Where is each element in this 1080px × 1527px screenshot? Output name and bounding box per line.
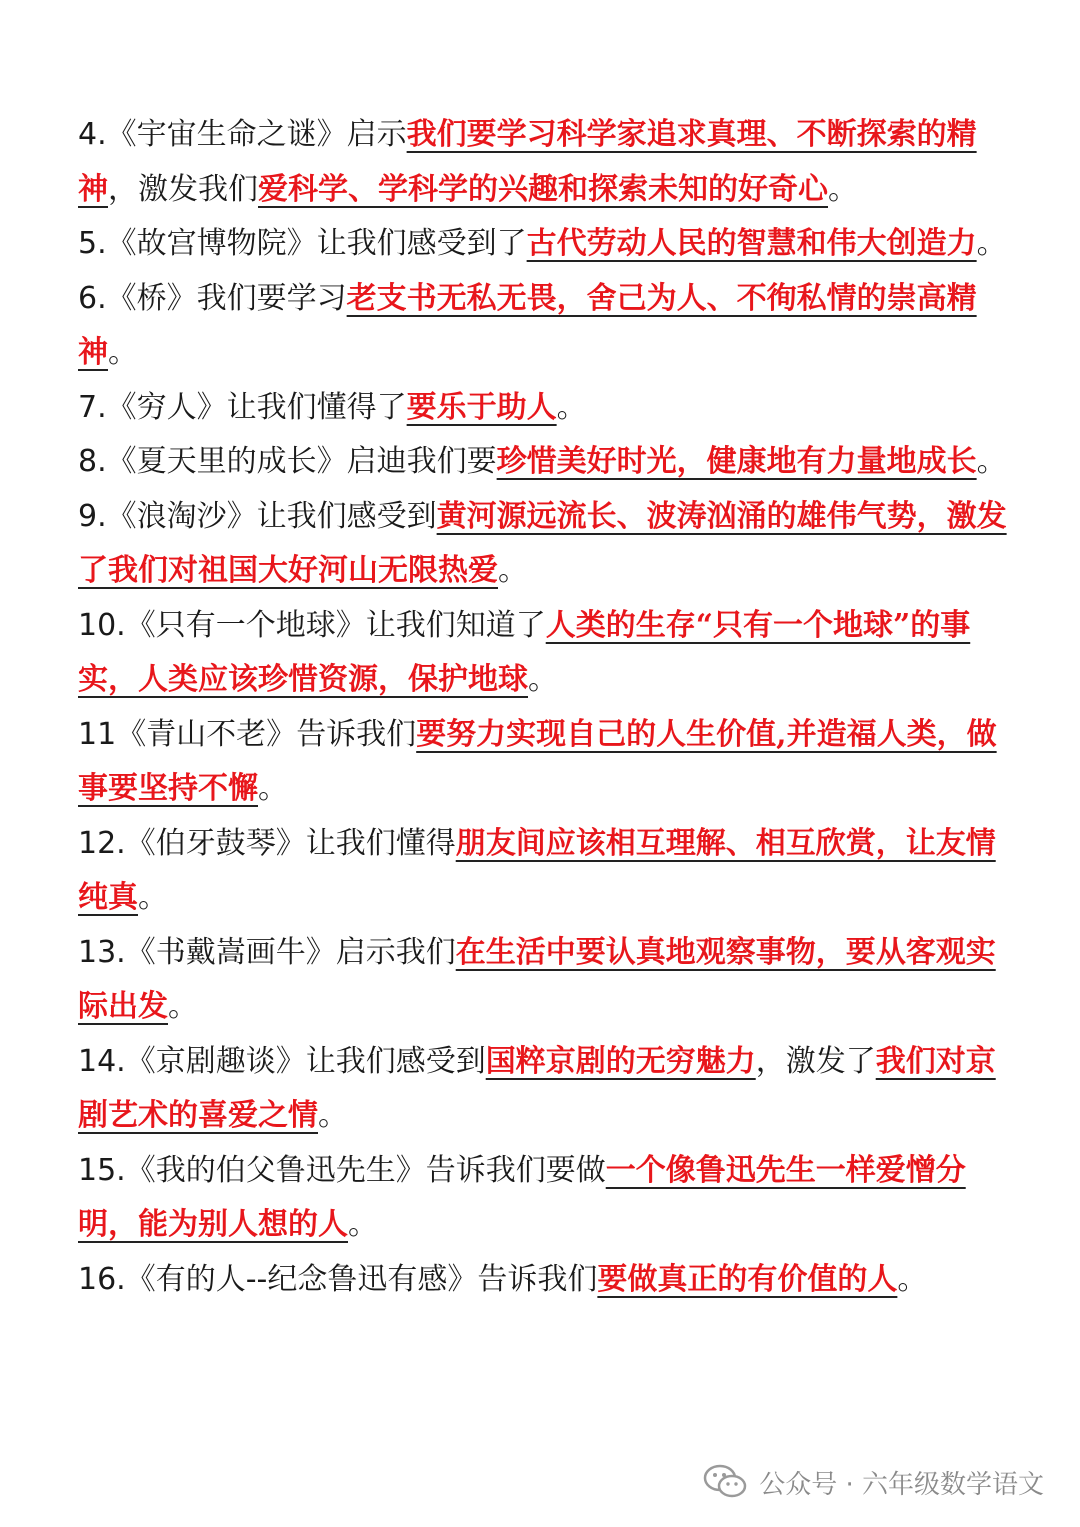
prompt-text: 。	[556, 389, 587, 425]
list-item	[78, 490, 1008, 599]
answer-text: 我们对京剧艺术的喜爱之情	[78, 1043, 996, 1133]
lesson-title: 《伯牙鼓琴》	[125, 825, 306, 861]
lesson-title: 《故宫博物院》	[106, 226, 317, 261]
prompt-text: 让我们知道了	[365, 607, 546, 643]
item-number: 16.	[78, 1261, 126, 1297]
answer-text: 古代劳动人民的智慧和伟大创造力	[526, 226, 977, 261]
prompt-text: 启示	[346, 117, 407, 152]
answer-text: 一个像鲁迅先生一样爱憎分明，能为别人想的人	[78, 1152, 966, 1242]
lesson-title: 《夏天里的成长》	[106, 444, 347, 479]
prompt-text: 告诉我们	[296, 716, 417, 752]
answer-list	[78, 108, 1008, 1307]
list-item	[78, 435, 1008, 490]
lesson-title: 《书戴嵩画牛》	[125, 934, 336, 970]
answer-text: 爱科学、学科学的兴趣和探索未知的好奇心	[258, 171, 828, 207]
prompt-text: 让我们懂得了	[226, 389, 407, 425]
list-item	[78, 272, 1008, 381]
answer-text: 朋友间应该相互理解、相互欣赏，让友情纯真	[78, 825, 996, 915]
prompt-text: 让我们感受到了	[316, 226, 527, 261]
lesson-title: 《京剧趣谈》	[125, 1043, 306, 1079]
item-number: 5.	[78, 226, 107, 261]
item-number: 11	[78, 716, 117, 752]
prompt-text: 启示我们	[335, 934, 456, 970]
list-item	[78, 1035, 1008, 1144]
prompt-text: 。	[348, 1207, 378, 1242]
prompt-text: 让我们懂得	[305, 825, 456, 861]
answer-text: 要做真正的有价值的人	[597, 1261, 898, 1297]
list-item	[78, 599, 1008, 708]
item-number: 12.	[78, 825, 126, 861]
prompt-text: 。	[108, 335, 138, 370]
watermark-text: 公众号 · 六年级数学语文	[759, 1469, 1044, 1500]
answer-text: 珍惜美好时光，健康地有力量地成长	[496, 444, 977, 479]
prompt-text: 。	[828, 171, 858, 207]
list-item	[78, 926, 1008, 1035]
list-item	[78, 1144, 1008, 1253]
prompt-text: 。	[138, 880, 168, 915]
item-number: 14.	[78, 1043, 126, 1079]
lesson-title: 《浪淘沙》	[106, 498, 257, 534]
lesson-title: 《我的伯父鲁迅先生》	[125, 1152, 426, 1188]
watermark	[703, 1462, 1044, 1502]
prompt-text: 。	[498, 553, 528, 588]
answer-text: 在生活中要认真地观察事物，要从客观实际出发	[78, 934, 996, 1024]
item-number: 8.	[78, 444, 107, 479]
list-item	[78, 217, 1008, 272]
prompt-text: 。	[897, 1261, 928, 1297]
answer-text: 国粹京剧的无穷魅力	[485, 1043, 756, 1079]
lesson-title: 《青山不老》	[116, 716, 297, 752]
prompt-text: 告诉我们要做	[425, 1152, 606, 1188]
prompt-text: 启迪我们要	[346, 444, 497, 479]
prompt-text: 。	[258, 771, 288, 806]
list-item	[78, 1253, 1008, 1308]
item-number: 10.	[78, 607, 126, 643]
answer-text: 要努力实现自己的人生价值,并造福人类，做事要坚持不懈	[78, 716, 997, 806]
prompt-text: 。	[168, 989, 198, 1024]
prompt-text: 。	[976, 226, 1007, 261]
prompt-text: ，激发我们	[108, 171, 258, 207]
prompt-text: 我们要学习	[196, 280, 347, 316]
answer-text: 我们要学习科学家追求真理、不断探索的精神	[78, 117, 977, 207]
prompt-text: 。	[528, 662, 558, 697]
prompt-text: 让我们感受到	[256, 498, 437, 534]
list-item	[78, 817, 1008, 926]
answer-text: 人类的生存“只有一个地球”的事实，人类应该珍惜资源，保护地球	[78, 607, 971, 697]
list-item	[78, 381, 1008, 436]
item-number: 13.	[78, 934, 126, 970]
prompt-text: 。	[976, 444, 1007, 479]
answer-text: 要乐于助人	[406, 389, 557, 425]
item-number: 7.	[78, 389, 107, 425]
prompt-text: ，激发了	[755, 1043, 876, 1079]
prompt-text: 。	[318, 1098, 348, 1133]
list-item	[78, 708, 1008, 817]
lesson-title: 《穷人》	[106, 389, 227, 425]
list-item	[78, 108, 1008, 217]
item-number: 15.	[78, 1152, 126, 1188]
item-number: 9.	[78, 498, 107, 534]
wechat-icon	[703, 1464, 747, 1500]
prompt-text: 告诉我们	[477, 1261, 598, 1297]
prompt-text: 让我们感受到	[305, 1043, 486, 1079]
item-number: 6.	[78, 280, 107, 316]
answer-text: 老支书无私无畏，舍己为人、不徇私情的崇高精神	[78, 280, 977, 370]
answer-text: 黄河源远流长、波涛汹涌的雄伟气势，激发了我们对祖国大好河山无限热爱	[78, 498, 1007, 588]
lesson-title: 《宇宙生命之谜》	[106, 117, 347, 152]
lesson-title: 《只有一个地球》	[125, 607, 366, 643]
item-number: 4.	[78, 117, 107, 152]
lesson-title: 《桥》	[106, 280, 197, 316]
lesson-title: 《有的人--纪念鲁迅有感》	[125, 1261, 478, 1297]
